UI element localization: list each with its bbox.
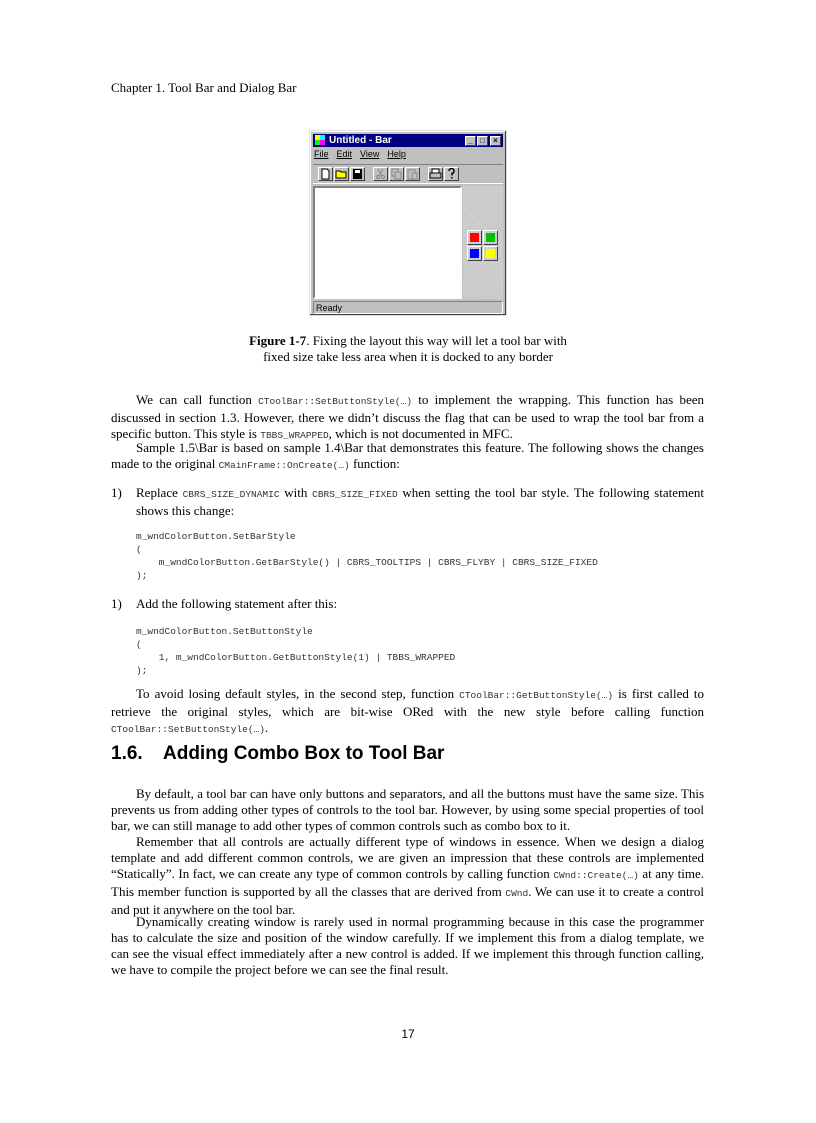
p3-code-2: CToolBar::SetButtonStyle(…) <box>111 724 265 735</box>
list1-text-c: when setting the tool bar style. The following statement shows this change: <box>136 485 704 518</box>
paragraph-3 <box>111 686 704 738</box>
page-number: 17 <box>401 1027 415 1041</box>
mfc-app-icon <box>315 135 326 146</box>
red-color-chip <box>470 233 479 242</box>
list-item-2: Add the following statement after this: <box>136 596 338 611</box>
figure-app-window <box>309 130 507 316</box>
window-toolbar <box>313 164 503 184</box>
caption-text-2: fixed size take less area when it is docked to any border <box>263 349 553 364</box>
p5-text-c: . We can use it to create a control and put it anywhere on the tool bar. <box>111 884 704 917</box>
list1-text-b: with <box>279 485 313 500</box>
yellow-color-chip <box>486 249 495 258</box>
save-icon <box>350 167 365 181</box>
paragraph-6: Dynamically creating window is rarely used in normal programming because in this case the programmer has to calculate the size and position of the window carefully. If we implement this from a dialog template, we can see the visual effect immediately after a new control is added. If we implement this through function calling, we have to compile the project before we can see the final result. <box>111 914 704 977</box>
new-icon <box>318 167 333 181</box>
p1-text-c: , which is not documented in MFC. <box>328 426 513 441</box>
p5-text-b: at any time. This member function is supported by all the classes that are derived from <box>111 866 704 899</box>
green-color-chip <box>486 233 495 242</box>
maximize-icon: □ <box>477 136 488 146</box>
cut-icon <box>373 167 388 181</box>
list1-text-a: Replace <box>136 485 183 500</box>
green-swatch <box>483 230 498 245</box>
blue-color-chip <box>470 249 479 258</box>
p1-text-a: We can call function <box>136 392 259 407</box>
paragraph-4: By default, a tool bar can have only buttons and separators, and all the buttons must have the same size. This prevents us from adding other types of controls to the tool bar. However, by using some special properties of tool bar, we can still manage to add other types of common controls such as combo box to it. <box>111 786 704 833</box>
p3-text-c: . <box>264 720 269 735</box>
menu-view: View <box>360 149 380 159</box>
minimize-icon: _ <box>465 136 476 146</box>
red-swatch <box>467 230 482 245</box>
menu-help: Help <box>387 149 406 159</box>
print-icon <box>428 167 443 181</box>
running-header: Chapter 1. Tool Bar and Dialog Bar <box>111 80 297 95</box>
window-titlebar <box>313 134 503 147</box>
p5-code-1: CWnd::Create(…) <box>553 870 639 881</box>
section-number: 1.6. <box>111 743 143 764</box>
figure-caption <box>208 333 608 365</box>
paragraph-5 <box>111 834 704 918</box>
p3-text-a: To avoid losing default styles, in the second step, function <box>136 686 460 701</box>
menu-edit: Edit <box>336 149 353 159</box>
list1-code-1: CBRS_SIZE_DYNAMIC <box>182 489 280 500</box>
section-title: Adding Combo Box to Tool Bar <box>163 743 445 764</box>
p2-code-1: CMainFrame::OnCreate(…) <box>218 460 350 471</box>
window-menubar <box>314 149 414 162</box>
p5-code-2: CWnd <box>505 888 529 899</box>
code-block-1: m_wndColorButton.SetBarStyle ( m_wndColorButton.GetBarStyle() | CBRS_TOOLTIPS | CBRS_FLYBY | CBRS_SIZE_FIXED ); <box>136 531 598 581</box>
figure-label: Figure 1-7 <box>249 333 307 348</box>
paragraph-1 <box>111 392 704 444</box>
p5-text-a: Remember that all controls are actually different type of windows in essence. When we design a dialog template and add different common controls, we are given an impression that these controls are implemented “Statically”. In fact, we can create any type of common controls by calling function <box>111 834 704 881</box>
copy-icon <box>389 167 404 181</box>
p2-text-b: function: <box>349 456 400 471</box>
p1-code-1: CToolBar::SetButtonStyle(…) <box>258 396 413 407</box>
yellow-swatch <box>483 246 498 261</box>
p2-text-a: Sample 1.5\Bar is based on sample 1.4\Bar that demonstrates this feature. The following shows the changes made to the original <box>111 440 704 471</box>
window-statusbar: Ready <box>313 301 503 314</box>
section-heading <box>111 743 444 765</box>
color-button-grid <box>465 228 501 264</box>
paragraph-2 <box>111 440 704 474</box>
blue-swatch <box>467 246 482 261</box>
menu-file: File <box>314 149 329 159</box>
close-icon: × <box>490 136 501 146</box>
list-number-2: 1) <box>111 596 122 611</box>
p3-text-b: is first called to retrieve the original styles, which are bit-wise ORed with the new style before calling function <box>111 686 704 719</box>
p1-text-b: to implement the wrapping. This function has been discussed in section 1.3. However, there we didn’t discuss the flag that can be used to wrap the tool bar from a specific button. This style is <box>111 392 704 441</box>
list-item-1 <box>136 485 704 519</box>
list-number-1: 1) <box>111 485 122 500</box>
window-client-area <box>313 186 462 299</box>
window-title: Untitled - Bar <box>329 135 392 146</box>
help-icon <box>444 167 459 181</box>
open-icon <box>334 167 349 181</box>
p1-code-2: TBBS_WRAPPED <box>260 430 329 441</box>
code-block-2: m_wndColorButton.SetButtonStyle ( 1, m_wndColorButton.GetButtonStyle(1) | TBBS_WRAPPED ); <box>136 626 456 676</box>
list1-code-2: CBRS_SIZE_FIXED <box>312 489 398 500</box>
p3-code-1: CToolBar::GetButtonStyle(…) <box>459 690 614 701</box>
caption-text-1: . Fixing the layout this way will let a tool bar with <box>306 333 567 348</box>
paste-icon <box>405 167 420 181</box>
